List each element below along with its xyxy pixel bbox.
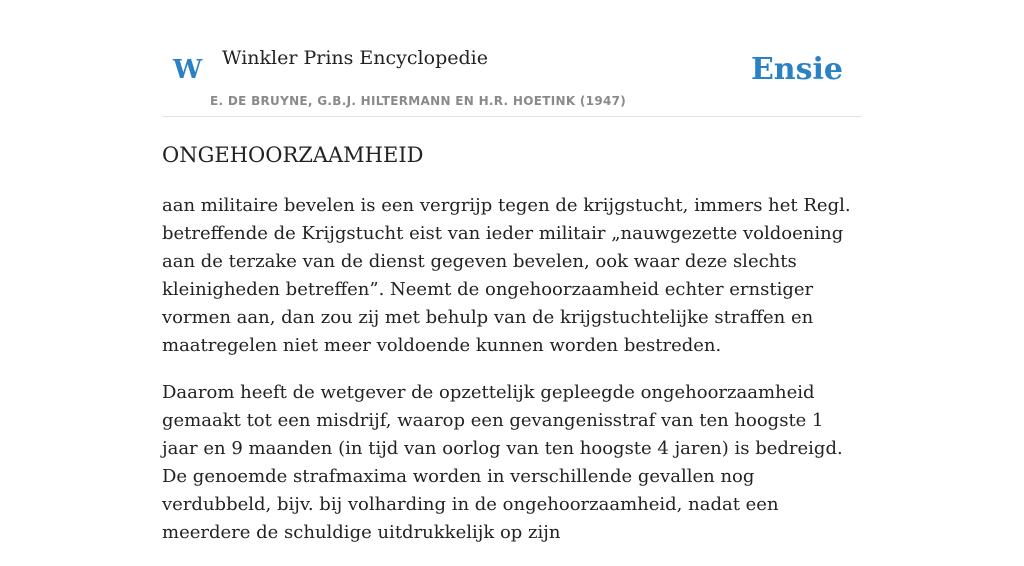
- ensie-logo[interactable]: Ensie: [750, 52, 843, 87]
- publication-logo[interactable]: W: [173, 55, 203, 85]
- site-header: [162, 0, 862, 117]
- article-title: ONGEHOORZAAMHEID: [162, 143, 424, 167]
- article-body: [162, 192, 862, 566]
- article-paragraph-1: aan militaire bevelen is een vergrijp tegen de krijgstucht, immers het Regl. betreffende de Krijgstucht eist van ieder militair „nauwgezette voldoening aan de terzake van de dienst gegeven bevelen, ook waar deze slechts kleinigheden betreffen”. Neemt de ongehoorzaamheid echter ernstiger vormen aan, dan zou zij met behulp van de krijgstuchtelijke straffen en maatregelen niet meer voldoende kunnen worden bestreden.: [162, 195, 851, 356]
- publication-authors: E. DE BRUYNE, G.B.J. HILTERMANN EN H.R. HOETINK (1947): [210, 94, 627, 108]
- publication-title[interactable]: Winkler Prins Encyclopedie: [222, 47, 488, 69]
- article-paragraph-2: Daarom heeft de wetgever de opzettelijk gepleegde ongehoorzaamheid gemaakt tot een misdrijf, waarop een gevangenisstraf van ten hoogste 1 jaar en 9 maanden (in tijd van oorlog van ten hoogste 4 jaren) is bedreigd. De genoemde strafmaxima worden in verschillende gevallen nog verdubbeld, bijv. bij volharding in de ongehoorzaamheid, nadat een meerdere de schuldige uitdrukkelijk op zijn: [162, 382, 843, 543]
